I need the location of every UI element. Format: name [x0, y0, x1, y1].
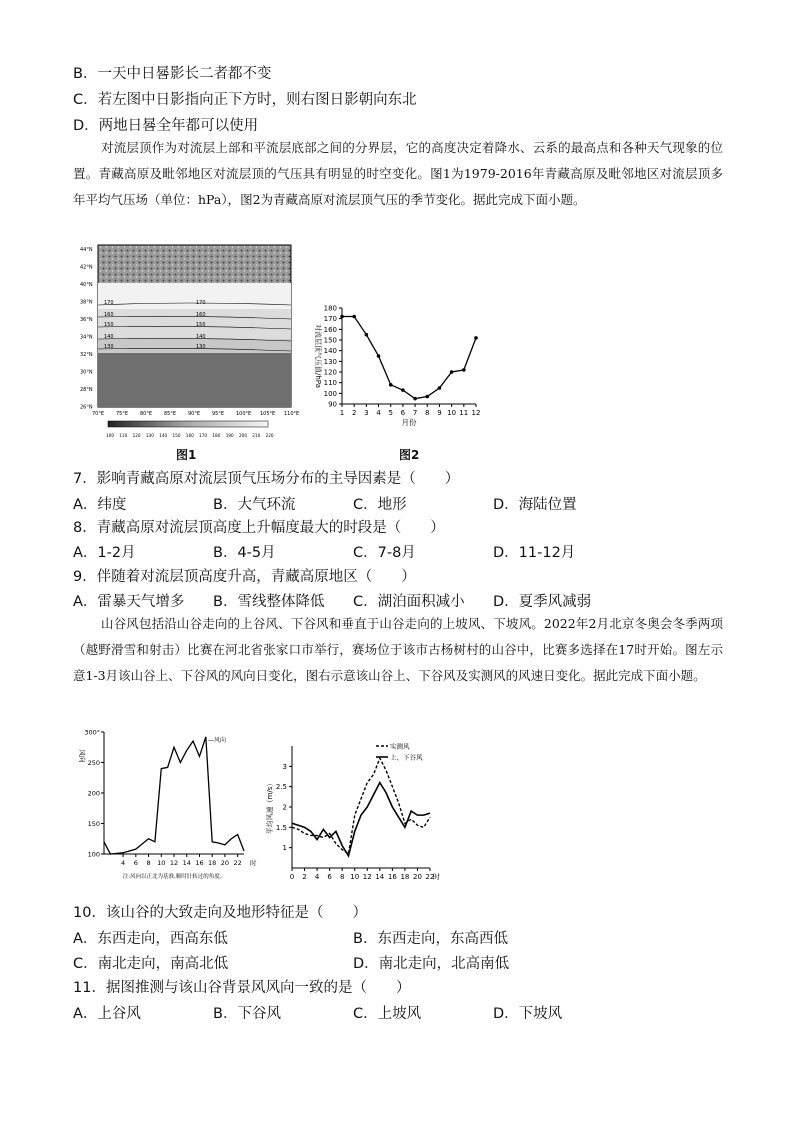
q7-stem: 7．影响青藏高原对流层顶气压场分布的主导因素是（ ） — [73, 471, 460, 487]
x-tick-label: 11 — [459, 409, 469, 417]
q8-stem: 8．青藏高原对流层顶高度上升幅度最大的时段是（ ） — [73, 520, 445, 536]
lat-label: 30°N — [80, 369, 93, 376]
x-tick-label: 14 — [182, 859, 191, 867]
option-b-line: B．一天中日晷影长二者都不变 — [73, 66, 272, 82]
y-tick-label: 250 — [87, 759, 100, 767]
q9-option-b[interactable]: B．雪线整体降低 — [213, 594, 325, 610]
y-tick-label: 1 — [282, 844, 287, 853]
lon-label: 95°E — [212, 411, 225, 417]
colorbar-tick-label: 180 — [212, 433, 221, 438]
pressure-point — [365, 333, 369, 337]
x-tick-label: 1 — [339, 409, 345, 417]
x-tick-label: 16 — [195, 859, 204, 867]
q10-option-d[interactable]: D．南北走向，北高南低 — [353, 956, 510, 972]
q7-option-a[interactable]: A．纬度 — [73, 497, 127, 513]
x-tick-label: 10 — [157, 859, 166, 867]
figure-wind-speed — [264, 738, 444, 888]
lon-label: 90°E — [188, 411, 201, 417]
colorbar-tick-label: 170 — [199, 433, 208, 438]
y-tick-label: 100 — [87, 850, 100, 859]
isobar-label-west: 150 — [104, 322, 114, 328]
y-tick-label: 150 — [87, 820, 100, 828]
q10-stem: 10．该山谷的大致走向及地形特征是（ ） — [73, 905, 367, 921]
pressure-point — [450, 370, 454, 374]
q8-option-c[interactable]: C．7-8月 — [353, 545, 416, 561]
isobar-label-center: 130 — [196, 344, 206, 350]
x-tick-label: 0 — [289, 873, 295, 881]
x-tick-label: 8 — [425, 409, 430, 417]
figure-1-caption: 图1 — [176, 448, 197, 462]
figure-wind-direction — [74, 726, 264, 891]
lon-label: 105°E — [260, 411, 276, 417]
lon-label: 80°E — [140, 411, 153, 417]
lon-label: 100°E — [236, 411, 252, 417]
y-axis-label: 风向 — [78, 749, 86, 763]
lat-label: 32°N — [80, 352, 93, 358]
lat-label: 36°N — [80, 317, 93, 323]
pressure-point — [401, 388, 405, 392]
y-tick-label: 2.5 — [275, 783, 287, 792]
q11-stem: 11．据图推测与该山谷背景风风向一致的是（ ） — [73, 980, 411, 996]
pressure-point — [438, 386, 442, 390]
y-axis-label: 对流层顶气压值/hPa — [314, 324, 322, 388]
colorbar-tick-label: 220 — [265, 433, 274, 438]
q10-option-b[interactable]: B．东西走向，东高西低 — [353, 931, 508, 947]
y-tick-label: 2 — [282, 803, 287, 812]
colorbar-tick-label: 210 — [252, 433, 261, 438]
q11-option-b[interactable]: B．下谷风 — [213, 1006, 281, 1022]
colorbar-tick-label: 150 — [172, 433, 181, 438]
lon-label: 70°E — [92, 411, 105, 417]
figure-note: 注:风向以正北为基准,顺时针转过的角度。 — [122, 874, 226, 880]
figure-2-chart — [308, 300, 488, 425]
x-tick-label: 3 — [364, 409, 369, 417]
x-tick-label: 5 — [388, 409, 393, 417]
y-tick-label: 1.5 — [275, 823, 287, 832]
isobar-label-center: 150 — [196, 322, 206, 328]
pressure-point — [413, 397, 417, 401]
pressure-point — [340, 315, 344, 319]
x-tick-label: 12 — [169, 859, 179, 867]
x-tick-label: 6 — [327, 873, 332, 881]
x-tick-label: 12 — [471, 409, 481, 417]
valley-wind-line — [292, 783, 430, 856]
passage-tropopause: 对流层顶作为对流层上部和平流层底部之间的分界层，它的高度决定着降水、云系的最高点和各种天气现象的位置。青藏高原及毗邻地区对流层顶的气压具有明显的时空变化。图1为1979-2016年青藏高原及毗邻地区对流层顶多年平均气压场（单位：hPa），图2为青藏高原对流层顶气压的季节变化。据此完成下面小题。 — [73, 140, 723, 207]
legend-wind-direction: —风向 — [208, 737, 227, 744]
wind-direction-line — [104, 737, 244, 854]
legend-measured-label: 实测风 — [390, 742, 410, 751]
q7-option-d[interactable]: D．海陆位置 — [493, 497, 577, 513]
q9-option-c[interactable]: C．湖泊面积减小 — [353, 594, 465, 610]
x-tick-label: 20 — [220, 859, 230, 867]
lon-label: 75°E — [116, 411, 129, 417]
x-tick-label: 4 — [376, 409, 381, 417]
pressure-point — [462, 368, 466, 372]
q11-option-c[interactable]: C．上坡风 — [353, 1006, 422, 1022]
y-tick-label: 150 — [323, 336, 337, 345]
x-tick-label: 2 — [351, 409, 357, 417]
option-c-line: C．若左图中日影指向正下方时，则右图日影朝向东北 — [73, 92, 417, 108]
x-tick-label: 20 — [412, 873, 422, 881]
y-tick-label: 200 — [87, 789, 100, 798]
y-tick-label: 300° — [84, 728, 100, 737]
isobar-label-center: 140 — [196, 334, 206, 340]
option-d-line: D．两地日晷全年都可以使用 — [73, 118, 259, 134]
pressure-point — [389, 383, 393, 387]
lat-label: 34°N — [80, 334, 93, 341]
x-tick-label: 9 — [437, 409, 442, 417]
colorbar-tick-label: 140 — [159, 433, 168, 438]
x-tick-label: 6 — [400, 409, 406, 417]
isobar-label-west: 140 — [104, 334, 114, 340]
x-tick-label: 16 — [387, 873, 397, 881]
lon-label: 110°E — [284, 411, 300, 417]
lat-label: 44°N — [80, 247, 93, 253]
q10-option-a[interactable]: A．东西走向，西高东低 — [73, 931, 228, 947]
x-tick-label: 4 — [121, 859, 126, 867]
x-tick-label: 10 — [350, 873, 360, 881]
colorbar-tick-label: 190 — [225, 433, 234, 438]
isobar-label-west: 130 — [104, 344, 114, 350]
q9-option-a[interactable]: A．雷暴天气增多 — [73, 594, 185, 610]
y-tick-label: 140 — [323, 347, 337, 356]
figure-2-caption: 图2 — [399, 448, 420, 462]
y-tick-label: 110 — [323, 379, 337, 388]
passage-valley-wind: 山谷风包括沿山谷走向的上谷风、下谷风和垂直于山谷走向的上坡风、下坡风。2022年2月北京冬奥会冬季两项（越野滑雪和射击）比赛在河北省张家口市举行，赛场位于该市古杨树村的山谷中，比赛多选择在17时开始。图左示意1-3月该山谷上、下谷风的风向日变化，图右示意该山谷上、下谷风及实测风的风速日变化。据此完成下面小题。 — [73, 616, 723, 683]
x-tick-label: 2 — [302, 873, 307, 881]
q9-stem: 9．伴随着对流层顶高度升高，青藏高原地区（ ） — [73, 569, 416, 585]
colorbar-tick-label: 160 — [185, 433, 194, 438]
x-axis-unit: 时 — [250, 859, 257, 867]
isobar-label-center: 160 — [196, 312, 206, 318]
y-tick-label: 180 — [323, 304, 337, 313]
x-tick-label: 22 — [425, 873, 435, 881]
y-tick-label: 120 — [323, 368, 337, 377]
x-tick-label: 18 — [400, 873, 410, 881]
lat-label: 28°N — [80, 387, 93, 393]
isobar-label-west: 160 — [104, 312, 114, 318]
colorbar-tick-label: 100 — [106, 433, 114, 438]
pressure-point — [352, 315, 356, 319]
x-tick-label: 8 — [339, 873, 345, 881]
pressure-series-line — [342, 317, 476, 399]
x-axis-label: 月份 — [401, 418, 417, 427]
y-tick-label: 170 — [323, 315, 337, 324]
x-tick-label: 7 — [412, 409, 418, 417]
x-tick-label: 18 — [208, 859, 217, 867]
pressure-point — [474, 336, 478, 340]
colorbar-tick-label: 130 — [145, 433, 154, 438]
pressure-point — [377, 354, 381, 358]
x-tick-label: 4 — [314, 873, 320, 881]
q7-option-c[interactable]: C．地形 — [353, 497, 407, 513]
q8-option-d[interactable]: D．11-12月 — [493, 545, 576, 561]
x-tick-label: 10 — [447, 409, 457, 417]
x-tick-label: 12 — [362, 873, 372, 881]
colorbar-tick-label: 200 — [239, 433, 247, 438]
isobar-label-west: 170 — [104, 300, 114, 306]
colorbar-tick-label: 120 — [132, 433, 141, 438]
q10-option-c[interactable]: C．南北走向，南高北低 — [73, 956, 229, 972]
x-tick-label: 6 — [133, 859, 138, 867]
y-tick-label: 3 — [282, 762, 287, 771]
q11-option-d[interactable]: D．下坡风 — [493, 1006, 563, 1022]
q8-option-a[interactable]: A．1-2月 — [73, 545, 136, 561]
x-tick-label: 14 — [375, 873, 385, 881]
y-tick-label: 90 — [328, 400, 337, 409]
q8-option-b[interactable]: B．4-5月 — [213, 545, 276, 561]
q11-option-a[interactable]: A．上谷风 — [73, 1006, 141, 1022]
lat-label: 38°N — [80, 299, 93, 306]
pressure-point — [425, 395, 429, 399]
isobar-label-center: 170 — [196, 300, 206, 306]
y-tick-label: 100 — [323, 389, 337, 398]
colorbar-tick-label: 110 — [119, 433, 128, 438]
legend-valley-label: 上、下谷风 — [390, 753, 423, 762]
q9-option-d[interactable]: D．夏季风减弱 — [493, 594, 592, 610]
x-axis-unit: 时 — [433, 873, 440, 881]
figure-1-map — [78, 243, 300, 443]
measured-wind-line — [292, 758, 430, 854]
lat-label: 26°N — [80, 404, 93, 411]
y-axis-label: 平均风速（m/s） — [266, 779, 274, 835]
lat-label: 42°N — [80, 264, 93, 271]
y-tick-label: 130 — [323, 357, 337, 366]
x-tick-label: 22 — [233, 859, 242, 867]
x-tick-label: 8 — [146, 859, 151, 867]
q7-option-b[interactable]: B．大气环流 — [213, 497, 296, 513]
y-tick-label: 160 — [323, 325, 337, 334]
colorbar — [108, 421, 268, 427]
lat-label: 40°N — [80, 282, 93, 288]
lon-label: 85°E — [164, 411, 177, 417]
